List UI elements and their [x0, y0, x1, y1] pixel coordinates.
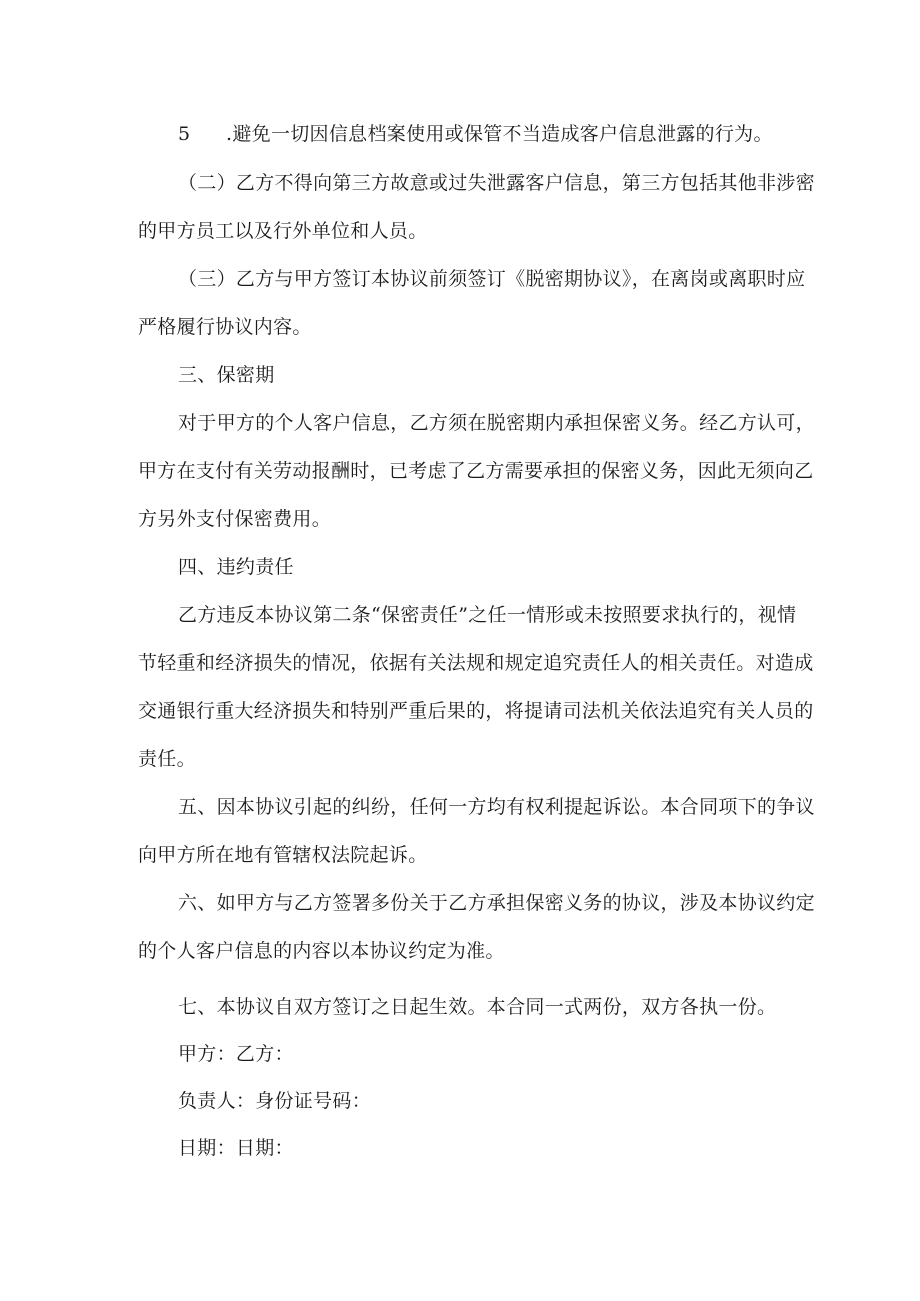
line-text: .避免一切因信息档案使用或保管不当造成客户信息泄露的行为。: [226, 123, 773, 145]
section-heading: 三、保密期: [178, 364, 275, 386]
paragraph-line: 甲方在支付有关劳动报酬时，已考虑了乙方需要承担的保密义务，因此无须向乙: [138, 460, 814, 482]
paragraph-line: 交通银行重大经济损失和特别严重后果的，将提请司法机关依法追究有关人员的: [138, 700, 814, 722]
paragraph-line: 方另外支付保密费用。: [138, 508, 332, 530]
paragraph-line: 节轻重和经济损失的情况，依据有关法规和规定追究责任人的相关责任。对造成: [138, 652, 814, 674]
section-heading: 四、违约责任: [178, 556, 294, 578]
signature-id-line: 负责人：身份证号码：: [178, 1090, 372, 1112]
item-number: 5: [178, 123, 191, 145]
paragraph-line: 七、本协议自双方签订之日起生效。本合同一式两份，双方各执一份。: [178, 996, 777, 1018]
paragraph-line: （二）乙方不得向第三方故意或过失泄露客户信息，第三方包括其他非涉密: [178, 172, 815, 194]
paragraph-line: 五、因本协议引起的纠纷，任何一方均有权利提起诉讼。本合同项下的争议: [178, 796, 815, 818]
paragraph-line: 责任。: [138, 748, 196, 770]
signature-party-line: 甲方：乙方：: [178, 1043, 294, 1065]
paragraph-line: 六、如甲方与乙方签署多份关于乙方承担保密义务的协议，涉及本协议约定: [178, 892, 815, 914]
paragraph-line: 向甲方所在地有管辖权法院起诉。: [138, 844, 428, 866]
paragraph-line: 的个人客户信息的内容以本协议约定为准。: [138, 940, 505, 962]
paragraph-line: [178, 122, 828, 146]
signature-date-line: 日期：日期：: [178, 1137, 294, 1159]
paragraph-line: 乙方违反本协议第二条“保密责任”之任一情形或未按照要求执行的，视情: [178, 604, 797, 626]
paragraph-line: 严格履行协议内容。: [138, 316, 312, 338]
paragraph-line: 对于甲方的个人客户信息，乙方须在脱密期内承担保密义务。经乙方认可，: [178, 412, 815, 434]
paragraph-line: 的甲方员工以及行外单位和人员。: [138, 220, 428, 242]
paragraph-line: （三）乙方与甲方签订本协议前须签订《脱密期协议》，在离岗或离职时应: [178, 268, 806, 290]
